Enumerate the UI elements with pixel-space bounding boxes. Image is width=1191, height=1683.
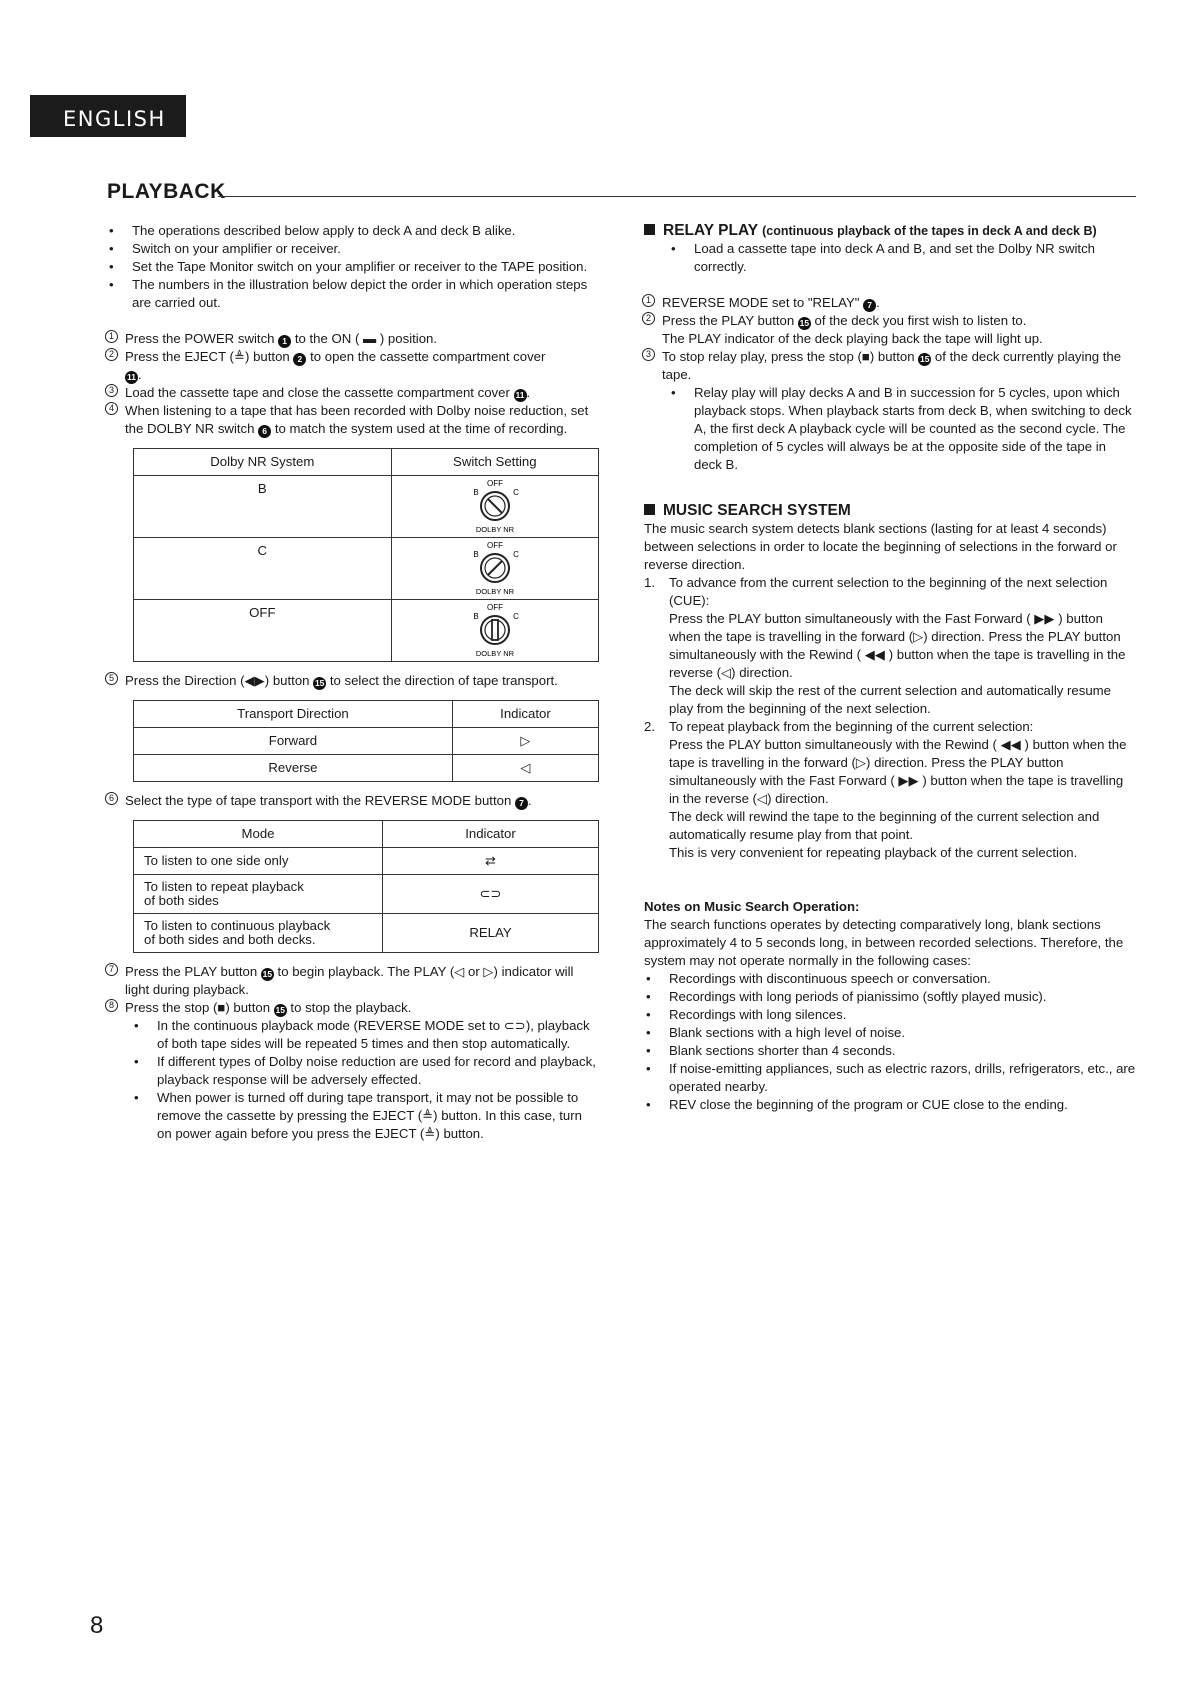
- notes-bullet: • Blank sections shorter than 4 seconds.: [644, 1042, 1136, 1060]
- on-symbol-icon: ▬: [363, 331, 377, 346]
- step-number: 8: [105, 999, 118, 1012]
- music-search-text: The deck will skip the rest of the current selection and automatically resume play from the beginning of the next selection.: [669, 683, 1111, 716]
- notes-heading: Notes on Music Search Operation:: [644, 899, 860, 914]
- stop-icon: ■: [861, 349, 870, 364]
- direction-icon: ◀▶: [244, 673, 265, 688]
- notes-intro: The search functions operates by detecting comparatively long, blank sections approximately 4 to 5 seconds long, in between recorded selections. Therefore, the system may not operate normally in the following cases:: [644, 917, 1124, 968]
- music-search-text: Press the PLAY button simultaneously with the Fast Forward ( ▶▶ ) button when the tape is travelling in the forward (▷) direction. Press the PLAY button simultaneously with the Rewind ( ◀◀ ) button when the tape is travelling in the reverse (◁) direction.: [669, 611, 1126, 680]
- relay-bullet: • Load a cassette tape into deck A and B, and set the Dolby NR switch correctly.: [669, 240, 1136, 276]
- knob-c-label: C: [512, 488, 519, 497]
- step-number: 3: [105, 384, 118, 397]
- dolby-knob-c-icon: [455, 540, 535, 598]
- callout-ref: 11: [515, 390, 525, 400]
- notes-bullet: • Recordings with discontinuous speech or conversation.: [644, 970, 1136, 988]
- callout-ref: 15: [314, 678, 325, 688]
- dolby-knob-off-icon: [455, 602, 535, 660]
- step-text: Press the PLAY button: [125, 964, 258, 979]
- reverse-mode-table: [133, 820, 599, 953]
- knob-b-label: B: [473, 612, 479, 621]
- switch-setting-cell: [391, 600, 598, 662]
- step-number: 1: [642, 294, 655, 307]
- music-search-text: This is very convenient for repeating playback of the current selection.: [669, 845, 1078, 860]
- knob-off-label: OFF: [486, 541, 503, 550]
- dolby-system-cell: C: [134, 538, 392, 600]
- table-row: [134, 600, 599, 662]
- knob-name-label: DOLBY NR: [475, 525, 514, 534]
- square-bullet-icon: [644, 224, 655, 235]
- table-row: [134, 848, 599, 875]
- notes-bullet: • REV close the beginning of the program or CUE close to the ending.: [644, 1096, 1136, 1114]
- callout-ref: 15: [275, 1005, 285, 1015]
- knob-c-label: C: [512, 550, 519, 559]
- eject-icon: ≜: [422, 1108, 434, 1123]
- step-text: of the deck currently playing the tape.: [662, 349, 1122, 382]
- music-search-intro: The music search system detects blank sections (lasting for at least 4 seconds) between selections in order to locate the beginning of selections in the forward or reverse direction.: [644, 521, 1117, 572]
- table-row: [134, 755, 599, 782]
- knob-off-label: OFF: [486, 479, 503, 488]
- intro-bullet: • The operations described below apply to deck A and deck B alike.: [107, 222, 600, 240]
- callout-ref: 1: [278, 335, 291, 348]
- music-search-item-2: 2. To repeat playback from the beginning of the current selection:: [644, 719, 1034, 734]
- mode-cell: To listen to repeat playback of both sides: [134, 875, 383, 914]
- step-text: .: [138, 367, 142, 382]
- step-text: .: [876, 295, 880, 310]
- right-column: [644, 222, 1136, 1114]
- relay-play-heading: RELAY PLAY (continuous playback of the tapes in deck A and deck B): [644, 222, 1136, 240]
- step-number: 4: [105, 402, 118, 415]
- step-3: [107, 384, 600, 402]
- music-search-heading: MUSIC SEARCH SYSTEM: [644, 502, 1136, 520]
- mode-cell: To listen to one side only: [134, 848, 383, 875]
- callout-ref: 7: [863, 299, 876, 312]
- step-text: to select the direction of tape transport.: [329, 673, 558, 688]
- callout-ref: 6: [258, 425, 271, 438]
- relay-step-1: [644, 294, 1136, 312]
- music-search-item-1: 1. To advance from the current selection to the beginning of the next selection (CUE):: [644, 575, 1108, 608]
- step-number: 2: [642, 312, 655, 325]
- step-7: [107, 963, 600, 999]
- step-text: When listening to a tape that has been recorded with Dolby noise reduction, set the DOLBY NR switch: [125, 403, 589, 436]
- step-text: Select the type of tape transport with the REVERSE MODE button: [125, 793, 512, 808]
- playback-title: PLAYBACK: [107, 180, 226, 203]
- direction-cell: Reverse: [134, 755, 453, 782]
- table-header: Dolby NR System: [134, 449, 392, 476]
- table-header: Mode: [134, 821, 383, 848]
- dolby-nr-table: [133, 448, 599, 662]
- repeat-indicator-icon: ⊂⊃: [383, 875, 599, 914]
- knob-off-label: OFF: [486, 603, 503, 612]
- intro-bullet: • Set the Tape Monitor switch on your amplifier or receiver to the TAPE position.: [107, 258, 600, 276]
- fast-forward-icon: ▶▶: [1034, 611, 1055, 626]
- relay-step-2: [644, 312, 1136, 348]
- direction-cell: Forward: [134, 728, 453, 755]
- step-number: 7: [105, 963, 118, 976]
- step-text: to the ON (: [294, 331, 360, 346]
- knob-name-label: DOLBY NR: [475, 587, 514, 596]
- step-text: ) button: [225, 1000, 271, 1015]
- intro-bullet: • Switch on your amplifier or receiver.: [107, 240, 600, 258]
- step-text: to stop the playback.: [290, 1000, 412, 1015]
- switch-setting-cell: [391, 538, 598, 600]
- table-row: [134, 728, 599, 755]
- step-text: The PLAY indicator of the deck playing back the tape will light up.: [662, 331, 1043, 346]
- table-row: [134, 914, 599, 953]
- callout-ref: 7: [515, 797, 528, 810]
- step-text: Press the Direction (: [125, 673, 245, 688]
- step-text: to match the system used at the time of recording.: [274, 421, 568, 436]
- dolby-system-cell: B: [134, 476, 392, 538]
- mode-cell: To listen to continuous playback of both sides and both decks.: [134, 914, 383, 953]
- one-side-indicator-icon: ⇄: [383, 848, 599, 875]
- stop-icon: ■: [217, 1000, 226, 1015]
- knob-c-label: C: [512, 612, 519, 621]
- switch-setting-cell: [391, 476, 598, 538]
- callout-ref: 11: [127, 372, 136, 382]
- note-bullet: • If different types of Dolby noise reduction are used for record and playback, playback response will be adversely effected.: [132, 1053, 600, 1089]
- step-text: ) position.: [379, 331, 438, 346]
- table-row: [134, 538, 599, 600]
- notes-bullet: • If noise-emitting appliances, such as electric razors, drills, refrigerators, etc., are operated nearby.: [644, 1060, 1136, 1096]
- knob-name-label: DOLBY NR: [475, 649, 514, 658]
- step-text: Press the POWER switch: [125, 331, 275, 346]
- square-bullet-icon: [644, 504, 655, 515]
- note-bullet: • When power is turned off during tape transport, it may not be possible to remove the cassette by pressing the EJECT (≜) button. In this case, turn on power again before you press the EJECT (≜) button.: [132, 1089, 600, 1143]
- step-text: to begin playback. The PLAY (◁ or ▷) indicator will light during playback.: [125, 964, 574, 997]
- relay-step-3: [644, 348, 1136, 384]
- notes-bullet: • Blank sections with a high level of noise.: [644, 1024, 1136, 1042]
- notes-bullet: • Recordings with long periods of pianissimo (softly played music).: [644, 988, 1136, 1006]
- relay-note-bullet: • Relay play will play decks A and B in succession for 5 cycles, upon which playback stops. When playback starts from deck B, when switching to deck A, the first deck A playback cycle will be counted as the second cycle. The completion of 5 cycles will always be at the opposite side of the tape in deck B.: [669, 384, 1136, 474]
- knob-b-label: B: [473, 550, 479, 559]
- step-text: Press the PLAY button: [662, 313, 795, 328]
- callout-ref: 15: [799, 318, 810, 328]
- table-header: Transport Direction: [134, 701, 453, 728]
- dolby-system-cell: OFF: [134, 600, 392, 662]
- transport-direction-table: [133, 700, 599, 782]
- step-number: 1: [105, 330, 118, 343]
- step-text: .: [526, 385, 531, 400]
- intro-bullet: • The numbers in the illustration below depict the order in which operation steps are carried out.: [107, 276, 600, 312]
- relay-indicator: RELAY: [383, 914, 599, 953]
- table-header: Indicator: [383, 821, 599, 848]
- step-8: [107, 999, 600, 1017]
- table-header: Switch Setting: [391, 449, 598, 476]
- step-number: 2: [105, 348, 118, 361]
- step-number: 6: [105, 792, 118, 805]
- step-number: 3: [642, 348, 655, 361]
- step-text: ) button: [869, 349, 915, 364]
- step-text: To stop relay play, press the stop (: [662, 349, 862, 364]
- dolby-knob-b-icon: [455, 478, 535, 536]
- page-number: 8: [90, 1612, 104, 1639]
- music-search-text: The deck will rewind the tape to the beginning of the current selection and automatically resume play from that point.: [669, 809, 1100, 842]
- step-text: ) button: [264, 673, 310, 688]
- rewind-icon: ◀◀: [1000, 737, 1021, 752]
- step-number: 5: [105, 672, 118, 685]
- repeat-symbol-icon: ⊂⊃: [503, 1018, 526, 1033]
- language-tab: ENGLISH: [30, 95, 186, 137]
- left-column: [107, 222, 600, 1143]
- forward-indicator-icon: ▷: [452, 728, 598, 755]
- step-text: Press the EJECT (: [125, 349, 234, 364]
- callout-ref: 2: [293, 353, 306, 366]
- eject-icon: ≜: [424, 1126, 436, 1141]
- music-search-text: Press the PLAY button simultaneously with the Rewind ( ◀◀ ) button when the tape is travelling in the forward (▷) direction. Press the PLAY button simultaneously with the Fast Forward ( ▶▶ ) button when the tape is travelling in the reverse (◁) direction.: [669, 737, 1127, 806]
- fast-forward-icon: ▶▶: [898, 773, 919, 788]
- table-header: Indicator: [452, 701, 598, 728]
- step-text: ) button: [245, 349, 290, 364]
- note-bullet: • In the continuous playback mode (REVERSE MODE set to ⊂⊃), playback of both tape sides will be repeated 5 times and then stop automatically.: [132, 1017, 600, 1053]
- step-text: Load the cassette tape and close the cassette compartment cover: [125, 385, 510, 400]
- table-row: [134, 476, 599, 538]
- callout-ref: 15: [920, 354, 930, 364]
- step-6: [107, 792, 600, 810]
- step-4: [107, 402, 600, 438]
- knob-b-label: B: [473, 488, 479, 497]
- step-text: .: [527, 793, 532, 808]
- eject-icon: ≜: [233, 349, 246, 364]
- reverse-indicator-icon: ◁: [452, 755, 598, 782]
- step-1: [107, 330, 600, 348]
- step-text: to open the cassette compartment cover: [310, 349, 546, 364]
- title-rule: [218, 196, 1136, 197]
- rewind-icon: ◀◀: [864, 647, 886, 662]
- step-text: Press the stop (: [125, 1000, 218, 1015]
- callout-ref: 15: [262, 969, 273, 979]
- step-text: REVERSE MODE set to "RELAY": [662, 295, 860, 310]
- step-5: [107, 672, 600, 690]
- step-2: [107, 348, 600, 384]
- table-row: [134, 875, 599, 914]
- step-text: of the deck you first wish to listen to.: [814, 313, 1027, 328]
- notes-bullet: • Recordings with long silences.: [644, 1006, 1136, 1024]
